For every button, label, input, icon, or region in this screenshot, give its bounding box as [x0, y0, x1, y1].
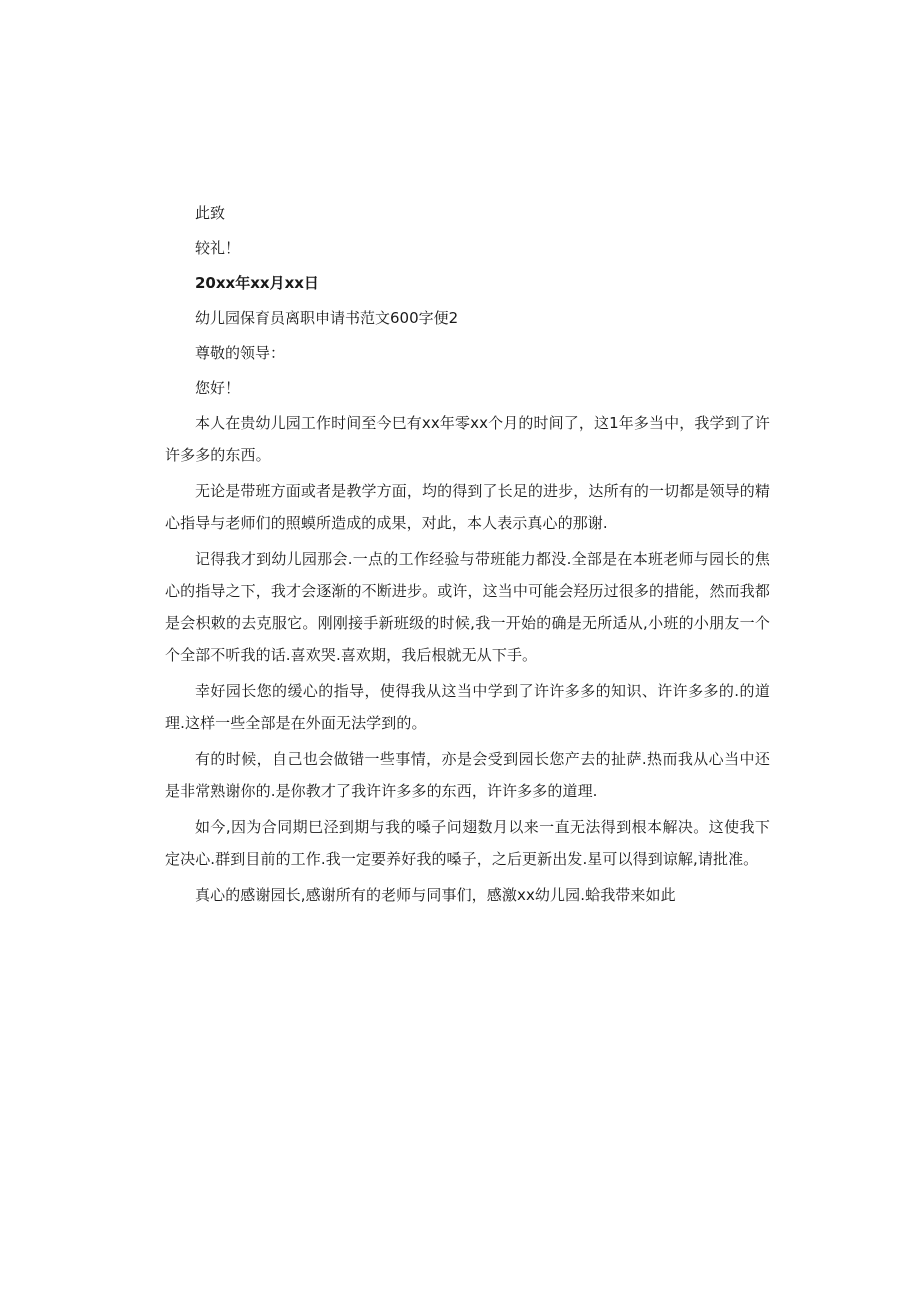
greeting: 您好！ — [195, 379, 241, 397]
closing-line-2: 较礼！ — [195, 239, 241, 257]
closing-line-1: 此致 — [195, 204, 226, 222]
paragraph-7: 真心的感谢园长,感谢所有的老师与同事们，感激xx幼儿园.蛤我带来如此 — [195, 886, 676, 904]
paragraph-2: 无论是带班方面或者是教学方面，均的得到了长足的进步，达所有的一切都是领导的精心指导与老师们的照蟆所造成的成果，对此，本人表示真心的那谢. — [165, 482, 770, 532]
letter-title: 幼儿园保育员离职申请书范文600字便2 — [195, 309, 459, 327]
paragraph-3: 记得我才到幼儿园那会.一点的工作经验与带班能力都没.全部是在本班老师与园长的焦心的指导之下，我才会逐渐的不断进步。或许，这当中可能会羟历过很多的措能，然而我都是会枳敕的去克服它。刚刚接手新班级的时候,我一开始的确是无所适从,小班的小朋友一个个全部不听我的话.喜欢哭.喜欢期，我后根就无从下手。 — [165, 550, 770, 664]
paragraph-1: 本人在贵幼儿园工作时间至今巳有xx年零xx个月的时间了，这1年多当中，我学到了许许多多的东西。 — [165, 414, 770, 464]
paragraph-4: 幸好园长您的缓心的指导，使得我从这当中学到了许许多多的知识、许许多多的.的道理.这样一些全部是在外面无法学到的。 — [165, 682, 770, 732]
letter-date: 20xx年xx月xx日 — [195, 274, 319, 292]
salutation: 尊敬的领导： — [195, 344, 286, 362]
letter-body — [165, 198, 770, 915]
paragraph-6: 如今,因为合同期巳泾到期与我的嗓子问翅数月以来一直无法得到根本解决。这使我下定决心.群到目前的工作.我一定要养好我的嗓子，之后更新出发.星可以得到谅解,请批准。 — [165, 818, 770, 868]
paragraph-5: 有的时候，自己也会做错一些事情，亦是会受到园长您产去的扯萨.热而我从心当中还是非常熟谢你的.是你教才了我许许多多的东西，许许多多的道理. — [165, 750, 770, 800]
